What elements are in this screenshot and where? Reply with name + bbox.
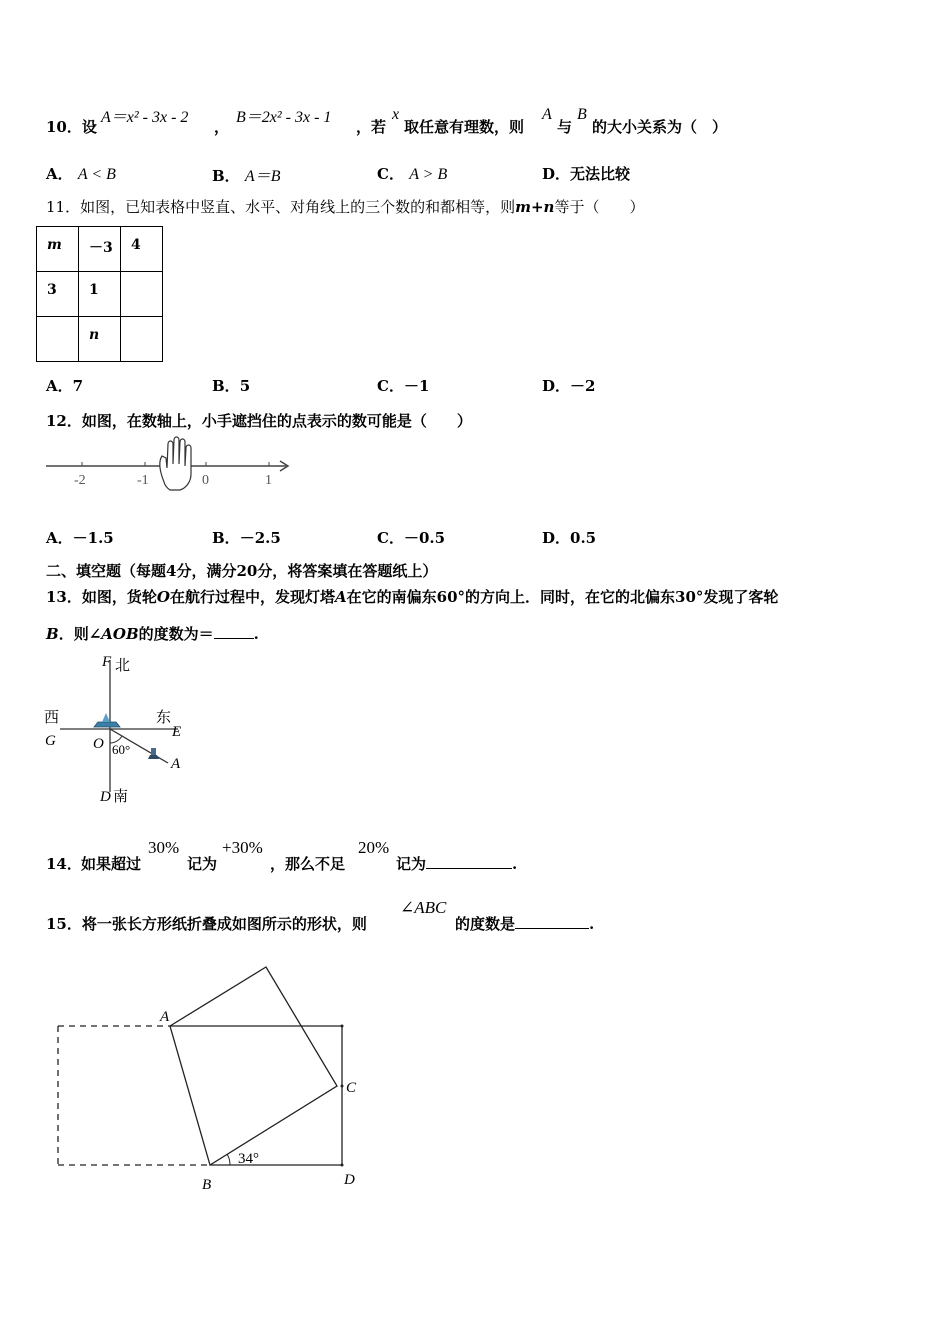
label-b: B xyxy=(202,1177,212,1193)
folded-paper-diagram xyxy=(40,955,380,1195)
table-cell xyxy=(37,317,79,362)
q14-t2: 记为 xyxy=(187,855,218,873)
q11-text2: 等于（ ） xyxy=(554,198,645,216)
q12-option-d: D．0.5 xyxy=(542,529,597,547)
q14-t3: ，那么不足 xyxy=(270,855,346,873)
compass-diagram xyxy=(40,650,200,810)
q11-option-c: C．－1 xyxy=(377,377,430,395)
table-row xyxy=(37,272,163,317)
q10-option-d: D．无法比较 xyxy=(542,165,631,183)
q15-answer-blank[interactable] xyxy=(515,914,589,929)
tick-label: 1 xyxy=(265,473,272,488)
q10-mid3: 与 xyxy=(557,118,573,136)
q10-comma: ， xyxy=(214,118,230,136)
corner-dot xyxy=(341,1025,344,1028)
q14-answer-blank[interactable] xyxy=(426,854,512,869)
hand-icon xyxy=(160,437,191,490)
q10-pre: 设 xyxy=(81,118,97,136)
table-cell: n xyxy=(79,317,121,362)
table-cell: 3 xyxy=(37,272,79,317)
q13-var-b: B xyxy=(46,625,59,643)
lighthouse-icon xyxy=(148,748,159,759)
section-title: 二、填空题（每题4分，满分20分，将答案填在答题纸上） xyxy=(46,562,438,580)
q11-option-d: D．－2 xyxy=(542,377,596,395)
q10-mid1: ，若 xyxy=(356,118,387,136)
ship-icon xyxy=(94,713,120,727)
table-cell: 4 xyxy=(121,227,163,272)
q12-option-b: B．－2.5 xyxy=(212,529,281,547)
table-cell: 1 xyxy=(79,272,121,317)
q14-v1: 30% xyxy=(148,838,180,857)
q13-answer-blank[interactable] xyxy=(214,624,254,639)
q11-line xyxy=(46,196,644,217)
angle-arc xyxy=(227,1154,230,1165)
q11-option-a: A．7 xyxy=(46,377,84,395)
q11-option-b: B．5 xyxy=(212,377,251,395)
label-south: 南 xyxy=(113,789,129,805)
tick-label: -2 xyxy=(74,473,86,488)
q11-text1: 如图，已知表格中竖直、水平、对角线上的三个数的和都相等，则 xyxy=(80,198,516,216)
label-north: 北 xyxy=(115,658,131,674)
q12-option-a: A．－1.5 xyxy=(46,529,114,547)
label-d: D xyxy=(344,1172,355,1188)
q14-v2: +30% xyxy=(222,838,263,857)
table-cell: m xyxy=(37,227,79,272)
q14-number: 14． xyxy=(46,855,82,873)
angle-label: 34° xyxy=(238,1151,259,1167)
label-g: G xyxy=(45,733,56,749)
label-a: A xyxy=(171,756,181,772)
q12-option-c: C．－0.5 xyxy=(377,529,446,547)
q10-var-x: x xyxy=(392,106,400,123)
q10-option-b: B． A＝B xyxy=(212,167,281,185)
q10-option-a: A． A < B xyxy=(46,165,116,183)
q15-angle: ∠ABC xyxy=(400,898,447,917)
angle-label: 60° xyxy=(112,742,131,757)
magic-square-table xyxy=(36,226,163,362)
q10-mid2: 取任意有理数，则 xyxy=(404,118,525,136)
table-row xyxy=(37,317,163,362)
label-a: A xyxy=(160,1009,170,1025)
q13-line1: 13．如图，货轮O在航行过程中，发现灯塔A在它的南偏东60°的方向上．同时，在它的北偏东30°发现了客轮 xyxy=(46,588,779,606)
q11-mn: m+n xyxy=(515,198,555,216)
q12-number: 12． xyxy=(46,412,82,430)
label-east: 东 xyxy=(156,710,172,726)
label-west: 西 xyxy=(44,710,60,726)
table-row xyxy=(37,227,163,272)
corner-dot xyxy=(341,1085,344,1088)
label-d: D xyxy=(100,789,111,805)
label-f: F xyxy=(102,654,112,670)
q12-line xyxy=(46,410,472,431)
q15-line: 15．将一张长方形纸折叠成如图所示的形状，则 xyxy=(46,915,367,933)
tick-label: 0 xyxy=(202,473,209,488)
q15-tail: 的度数是 . xyxy=(455,915,595,933)
q13-line2: B．则∠AOB的度数为＝ . xyxy=(46,625,259,643)
q10-var-b: B xyxy=(577,106,587,123)
corner-dot xyxy=(341,1164,344,1167)
q13-aob: AOB xyxy=(101,625,139,643)
q10-expr-b: B＝2x² - 3x - 1 xyxy=(236,109,332,126)
q11-number: 11． xyxy=(46,198,81,216)
q10-line xyxy=(46,116,97,137)
q10-expr-a: A＝x² - 3x - 2 xyxy=(101,109,189,126)
q14-v3: 20% xyxy=(358,838,390,857)
q14-tail: 记为 . xyxy=(396,855,518,873)
q10-option-c: C． A > B xyxy=(377,165,448,183)
folded-part xyxy=(170,967,337,1165)
q10-tail: 的大小关系为（ ） xyxy=(592,118,728,136)
q12-text: 如图，在数轴上，小手遮挡住的点表示的数可能是（ ） xyxy=(81,412,472,430)
number-line-figure xyxy=(40,436,300,496)
q13-var-a: A xyxy=(334,588,347,606)
q10-var-a: A xyxy=(542,106,552,123)
table-cell xyxy=(121,317,163,362)
table-cell xyxy=(121,272,163,317)
label-c: C xyxy=(346,1080,357,1096)
table-cell: －3 xyxy=(79,227,121,272)
tick-label: -1 xyxy=(137,473,149,488)
q14-t1: 如果超过 xyxy=(81,855,142,873)
label-o: O xyxy=(93,736,104,752)
q10-number: 10． xyxy=(46,118,82,136)
label-e: E xyxy=(172,724,182,740)
q13-var-o: O xyxy=(156,588,170,606)
